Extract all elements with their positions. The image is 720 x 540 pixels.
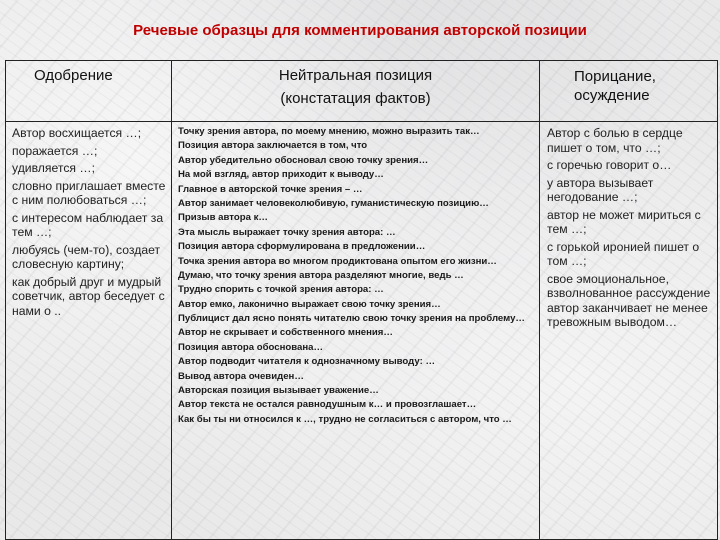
censure-phrase: Автор с болью в сердце пишет о том, что …; <box>547 126 683 155</box>
phrases-table <box>5 60 718 540</box>
neutral-column <box>172 122 540 540</box>
neutral-phrase: Авторская позиция вызывает уважение… <box>178 385 379 397</box>
neutral-phrase: Эта мысль выражает точку зрения автора: … <box>178 226 396 238</box>
censure-phrase: с горечью говорит о… <box>547 158 672 172</box>
censure-phrase: с горькой иронией пишет о том …; <box>547 239 700 268</box>
approval-phrase: как добрый друг и мудрый советчик, автор беседует с нами о .. <box>12 274 165 318</box>
neutral-phrase: Автор убедительно обосновал свою точку зрения… <box>178 154 429 166</box>
neutral-phrase: Точку зрения автора, по моему мнению, можно выразить так… <box>178 126 480 137</box>
censure-phrase: свое эмоциональное, взволнованное рассуждение автор заканчивает не менее тревожным выводом… <box>547 271 711 329</box>
censure-list <box>547 126 713 330</box>
neutral-phrase: Публицист дал ясно понять читателю свою точку зрения на проблему… <box>178 313 526 325</box>
neutral-phrase: Точка зрения автора во многом продиктована опытом его жизни… <box>178 255 497 267</box>
approval-phrase: удивляется …; <box>12 161 95 175</box>
header-neutral-line1: Нейтральная позиция <box>278 67 433 84</box>
neutral-phrase: На мой взгляд, автор приходит к выводу… <box>178 169 384 181</box>
neutral-phrase: Автор занимает человеколюбивую, гуманистическую позицию… <box>178 197 489 209</box>
neutral-phrase: Автор подводит читателя к однозначному выводу: … <box>178 356 436 368</box>
neutral-phrase: Призыв автора к… <box>178 212 268 224</box>
header-row <box>6 61 718 122</box>
censure-phrase: у автора вызывает негодование …; <box>547 175 654 204</box>
neutral-phrase: Позиция автора обоснована… <box>178 341 324 353</box>
censure-column <box>540 122 718 540</box>
neutral-phrase: Позиция автора заключается в том, что <box>178 140 368 152</box>
header-neutral-line2: (констатация фактов) <box>280 90 431 107</box>
approval-column <box>6 122 172 540</box>
neutral-phrase: Как бы ты ни относился к …, трудно не согласиться с автором, что … <box>178 413 512 425</box>
approval-phrase: любуясь (чем-то), создает словесную картину; <box>12 242 161 271</box>
neutral-phrase: Думаю, что точку зрения автора разделяют многие, ведь … <box>178 269 464 281</box>
neutral-list <box>178 126 535 426</box>
approval-phrase: поражается …; <box>12 143 98 158</box>
header-censure: Порицание, осуждение <box>540 61 718 122</box>
approval-phrase: Автор восхищается …; <box>12 126 142 140</box>
approval-phrase: словно приглашает вместе с ним полюбоваться …; <box>12 178 166 207</box>
neutral-phrase: Главное в авторской точке зрения – … <box>178 183 363 195</box>
neutral-phrase: Позиция автора сформулирована в предложении… <box>178 241 426 253</box>
page-title: Речевые образцы для комментирования авторской позиции <box>133 22 587 39</box>
header-neutral <box>172 61 540 122</box>
censure-phrase: автор не может мириться с тем …; <box>547 207 701 236</box>
neutral-phrase: Автор текста не остался равнодушным к… и провозглашает… <box>178 399 477 411</box>
approval-list <box>12 126 167 318</box>
neutral-phrase: Трудно спорить с точкой зрения автора: … <box>178 284 384 296</box>
neutral-phrase: Вывод автора очевиден… <box>178 370 304 382</box>
header-approval: Одобрение <box>6 61 172 122</box>
neutral-phrase: Автор емко, лаконично выражает свою точку зрения… <box>178 298 441 310</box>
approval-phrase: с интересом наблюдает за тем …; <box>12 210 164 239</box>
neutral-phrase: Автор не скрывает и собственного мнения… <box>178 327 393 339</box>
content-row <box>6 122 718 540</box>
